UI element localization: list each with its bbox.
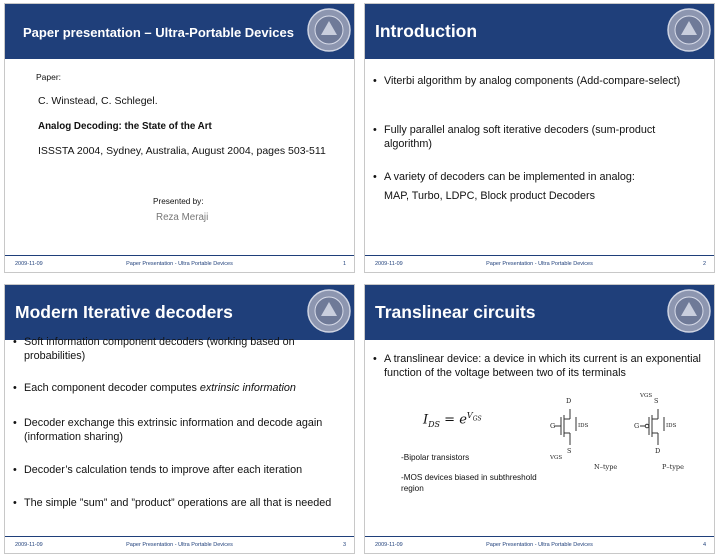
- note-mos: -MOS devices biased in subthreshold region: [401, 473, 537, 493]
- footer-title: Paper Presentation - Ultra Portable Devices: [126, 261, 233, 267]
- footer-date: 2009-11-09: [15, 542, 43, 548]
- bullet-item: • Decoder exchange this extrinsic information and decode again (information sharing): [13, 417, 323, 443]
- drain-label: D: [655, 447, 661, 455]
- bullet-item: • A translinear device: a device in which its current is an exponential function of the voltage between two of its terminals: [373, 353, 701, 379]
- bullet-item: • The simple ”sum” and ”product” operations are all that is needed: [13, 497, 332, 509]
- slide-4: [364, 284, 715, 554]
- slide-2: [364, 3, 715, 273]
- footer-date: 2009-11-09: [375, 261, 403, 267]
- gate-label: G: [550, 422, 556, 430]
- bullet-item: • A variety of decoders can be implemented in analog:: [373, 171, 635, 183]
- bullet-item: • Viterbi algorithm by analog components (Add-compare-select): [373, 75, 681, 87]
- bullet-item: • Soft information component decoders (working based on probabilities): [13, 336, 295, 362]
- slide-1: [4, 3, 355, 273]
- university-seal-icon: [666, 7, 712, 53]
- bullet-item: • Each component decoder computes extrinsic information: [13, 382, 296, 394]
- mos-transistor-diagram: [550, 391, 700, 471]
- paper-label: Paper:: [36, 72, 62, 82]
- slide-header: [365, 285, 714, 340]
- slide-header: [5, 4, 354, 59]
- slide-3: [4, 284, 355, 554]
- slide-footer: [365, 536, 714, 553]
- ntype-label: N–type: [594, 463, 618, 471]
- bullet-item: • Decoder’s calculation tends to improve after each iteration: [13, 464, 303, 476]
- slide-title: Translinear circuits: [375, 302, 536, 322]
- slide-footer: [5, 255, 354, 272]
- slide-title: Introduction: [375, 21, 478, 41]
- footer-date: 2009-11-09: [15, 261, 43, 267]
- source-label: S: [654, 397, 659, 405]
- university-seal-icon: [306, 7, 352, 53]
- ids-label: IDS: [666, 423, 677, 429]
- page-number: 2: [702, 261, 706, 267]
- presented-by-label: Presented by:: [153, 197, 204, 206]
- ids-equation: $I_{DS} = e^{V_{GS}}$: [423, 411, 482, 429]
- university-seal-icon: [306, 288, 352, 334]
- paper-venue: ISSSTA 2004, Sydney, Australia, August 2004, pages 503-511: [38, 145, 326, 157]
- decoder-types: MAP, Turbo, LDPC, Block product Decoders: [384, 190, 596, 202]
- slide-footer: [5, 536, 354, 553]
- drain-label: D: [566, 397, 572, 405]
- gate-label: G: [634, 422, 640, 430]
- footer-date: 2009-11-09: [375, 542, 403, 548]
- slide-header: [5, 285, 354, 340]
- ptype-label: P–type: [662, 463, 684, 471]
- presenter-name: Reza Meraji: [156, 212, 209, 223]
- university-seal-icon: [666, 288, 712, 334]
- source-label: S: [567, 447, 572, 455]
- paper-title: Analog Decoding: the State of the Art: [38, 121, 212, 132]
- footer-title: Paper Presentation - Ultra Portable Devices: [486, 261, 593, 267]
- bullet-item: • Fully parallel analog soft iterative decoders (sum-product algorithm): [373, 124, 656, 150]
- ids-label: IDS: [578, 423, 589, 429]
- page-number: 1: [342, 261, 346, 267]
- slide-title: Paper presentation – Ultra-Portable Devices: [23, 25, 294, 40]
- vgs-label: VGS: [550, 455, 563, 461]
- note-bipolar: -Bipolar transistors: [401, 453, 470, 462]
- page-number: 4: [702, 542, 706, 548]
- slide-footer: [365, 255, 714, 272]
- slide-header: [365, 4, 714, 59]
- slide-title: Modern Iterative decoders: [15, 302, 233, 322]
- paper-authors: C. Winstead, C. Schlegel.: [38, 95, 158, 107]
- vgs-label: VGS: [640, 393, 653, 399]
- footer-title: Paper Presentation - Ultra Portable Devices: [126, 542, 233, 548]
- page-number: 3: [342, 542, 346, 548]
- footer-title: Paper Presentation - Ultra Portable Devices: [486, 542, 593, 548]
